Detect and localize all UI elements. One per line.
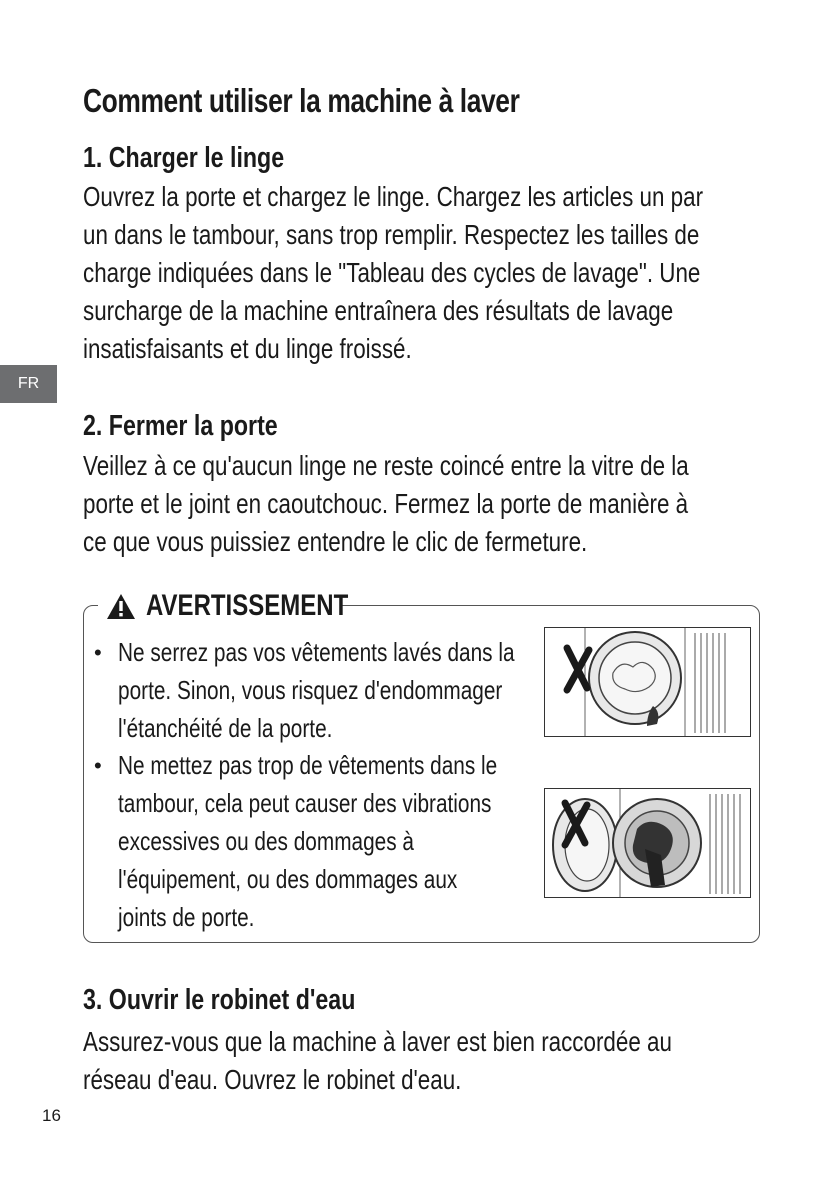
section-2-body bbox=[83, 447, 689, 561]
warning-bullet-line: Ne serrez pas vos vêtements lavés dans la bbox=[118, 637, 515, 667]
section-3-line: réseau d'eau. Ouvrez le robinet d'eau. bbox=[83, 1064, 462, 1095]
warning-header bbox=[98, 587, 349, 625]
warning-triangle-icon bbox=[106, 593, 136, 620]
bullet-dot: • bbox=[94, 640, 102, 665]
warning-bullet-line: Ne mettez pas trop de vêtements dans le bbox=[118, 750, 498, 780]
warning-bullet-line: l'équipement, ou des dommages aux bbox=[118, 864, 458, 894]
warning-bullet-line: l'étanchéité de la porte. bbox=[118, 713, 333, 743]
section-2-title: 2. Fermer la porte bbox=[83, 410, 278, 442]
illustration-clothes-caught-in-door bbox=[544, 627, 751, 737]
warning-bullet-1 bbox=[118, 633, 515, 747]
warning-bullet-line: joints de porte. bbox=[118, 902, 255, 932]
page-title: Comment utiliser la machine à laver bbox=[83, 82, 520, 119]
language-tab-label: FR bbox=[17, 375, 40, 392]
warning-bullet-line: porte. Sinon, vous risquez d'endommager bbox=[118, 675, 503, 705]
language-tab bbox=[0, 365, 57, 403]
section-2-line: Veillez à ce qu'aucun linge ne reste coincé entre la vitre de la bbox=[83, 450, 689, 481]
section-3-title: 3. Ouvrir le robinet d'eau bbox=[83, 984, 356, 1016]
warning-title: AVERTISSEMENT bbox=[146, 589, 349, 622]
section-2-line: porte et le joint en caoutchouc. Fermez la porte de manière à bbox=[83, 488, 689, 519]
section-1-line: charge indiquées dans le "Tableau des cycles de lavage". Une bbox=[83, 257, 701, 288]
warning-bullet-line: excessives ou des dommages à bbox=[118, 826, 414, 856]
washer-door-open-icon bbox=[545, 789, 750, 897]
bullet-dot: • bbox=[94, 753, 102, 778]
section-2-line: ce que vous puissiez entendre le clic de fermeture. bbox=[83, 526, 588, 557]
section-1-line: surcharge de la machine entraînera des résultats de lavage bbox=[83, 295, 674, 326]
section-1-line: un dans le tambour, sans trop remplir. Respectez les tailles de bbox=[83, 219, 700, 250]
section-1-body bbox=[83, 178, 703, 368]
washer-door-closed-icon bbox=[545, 628, 750, 736]
warning-bullet-2 bbox=[118, 746, 497, 936]
section-1-line: Ouvrez la porte et chargez le linge. Chargez les articles un par bbox=[83, 181, 704, 212]
section-3-body bbox=[83, 1023, 672, 1099]
illustration-overloaded-drum bbox=[544, 788, 751, 898]
section-1-title: 1. Charger le linge bbox=[83, 142, 285, 174]
page-number: 16 bbox=[42, 1106, 61, 1125]
warning-bullet-line: tambour, cela peut causer des vibrations bbox=[118, 788, 492, 818]
section-3-line: Assurez-vous que la machine à laver est bien raccordée au bbox=[83, 1026, 672, 1057]
section-1-line: insatisfaisants et du linge froissé. bbox=[83, 333, 412, 364]
